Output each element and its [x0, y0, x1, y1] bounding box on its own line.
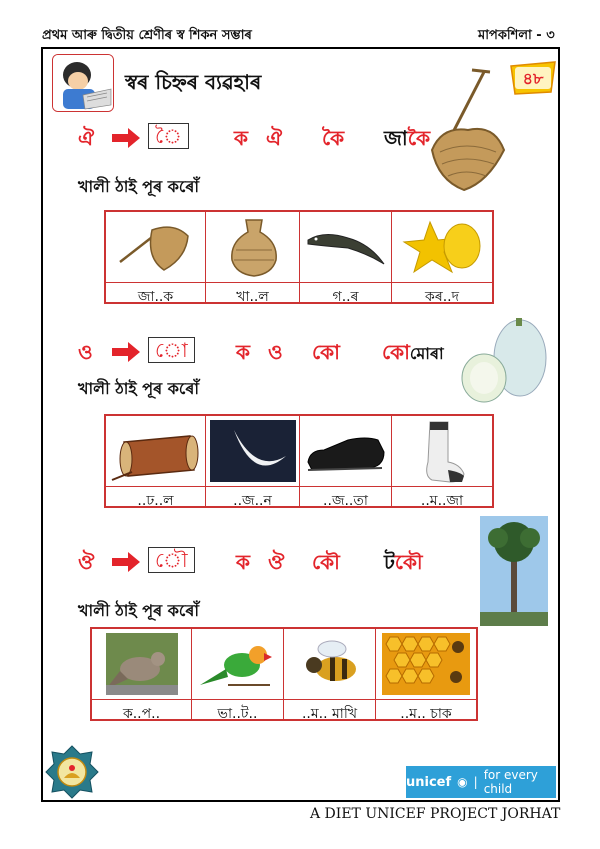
table-cell: গ..ৰ: [300, 212, 392, 302]
table-cell: ক..প..: [92, 629, 192, 719]
diet-logo: [44, 744, 100, 800]
part-2: ঔ: [268, 550, 285, 574]
table-cell: ভা..ট..: [192, 629, 284, 719]
fill-table-3: [90, 627, 478, 721]
palm-tree-image: [480, 516, 548, 626]
page-title: স্বৰ চিহ্নৰ ব্যৱহাৰ: [125, 70, 262, 94]
honeycomb-image: [382, 633, 470, 695]
table-cell: জা..ক: [106, 212, 206, 302]
part-1: ক: [234, 126, 248, 150]
part-1: ক: [236, 340, 250, 364]
eel-fish-image: [304, 226, 388, 270]
scoop-basket-image: [428, 66, 510, 196]
unicef-banner: unicef ◉ | for every child: [406, 766, 556, 798]
part-2: ঐ: [266, 126, 283, 150]
table-cell: কৰ..দ: [392, 212, 492, 302]
parrot-image: [198, 633, 278, 695]
part-1: ক: [236, 550, 250, 574]
arrow-right-icon: [112, 128, 142, 148]
badge-number: ৪৮: [522, 69, 544, 88]
fish-basket-image: [226, 216, 282, 278]
example-word: টকৌ: [384, 550, 423, 574]
footer-text: A DIET UNICEF PROJECT JORHAT: [310, 806, 561, 822]
table-cell: ..জ..তা: [300, 416, 392, 506]
sock-image: [414, 420, 470, 484]
example-word: জাকৈ: [384, 126, 431, 150]
table-cell: ..ঢ..ল: [106, 416, 206, 506]
child-writing-illustration: [52, 54, 114, 112]
fill-table-2: [104, 414, 494, 508]
part-2: ও: [268, 340, 283, 364]
scoop-net-image: [116, 218, 196, 278]
moon-image: [210, 420, 296, 482]
shoe-image: [304, 426, 388, 476]
part-3: কৌ: [312, 550, 340, 574]
table-cell: ..জ..ন: [206, 416, 300, 506]
arrow-right-icon: [112, 552, 142, 572]
unicef-tagline: for every child: [483, 768, 538, 796]
instruction-2: খালী ঠাই পূৰ কৰোঁ: [78, 379, 200, 398]
header-left: প্ৰথম আৰু দ্বিতীয় শ্ৰেণীৰ স্ব শিকন সম্ভাৰ: [42, 28, 252, 43]
vowel-o: ও: [78, 340, 93, 364]
table-cell: ..ম..জা: [392, 416, 492, 506]
vowel-ou: ঔ: [78, 550, 95, 574]
bee-image: [292, 635, 368, 693]
globe-icon: ◉: [457, 775, 468, 789]
sign-o-box: ো: [148, 336, 195, 369]
example-word: কোমোৰা: [382, 340, 444, 364]
sign-ou-box: ৌ: [148, 546, 195, 579]
ash-gourd-image: [458, 314, 550, 406]
header-right: মাপকশিলা - ৩: [478, 28, 555, 43]
vowel-ai: ঐ: [78, 126, 95, 150]
instruction-1: খালী ঠাই পূৰ কৰোঁ: [78, 177, 200, 196]
drum-image: [110, 424, 202, 482]
page-number-badge: [507, 58, 559, 96]
sign-ai-box: ৈ: [148, 122, 189, 155]
unicef-brand: unicef: [406, 774, 452, 790]
arrow-right-icon: [112, 342, 142, 362]
instruction-3: খালী ঠাই পূৰ কৰোঁ: [78, 601, 200, 620]
table-cell: ..ম.. চাক: [376, 629, 476, 719]
dove-image: [106, 633, 178, 695]
part-3: কৈ: [322, 126, 345, 150]
star-fruit-image: [400, 216, 484, 278]
table-cell: খা..ল: [206, 212, 300, 302]
table-cell: ..ম.. মাখি: [284, 629, 376, 719]
part-3: কো: [312, 340, 340, 364]
fill-table-1: [104, 210, 494, 304]
